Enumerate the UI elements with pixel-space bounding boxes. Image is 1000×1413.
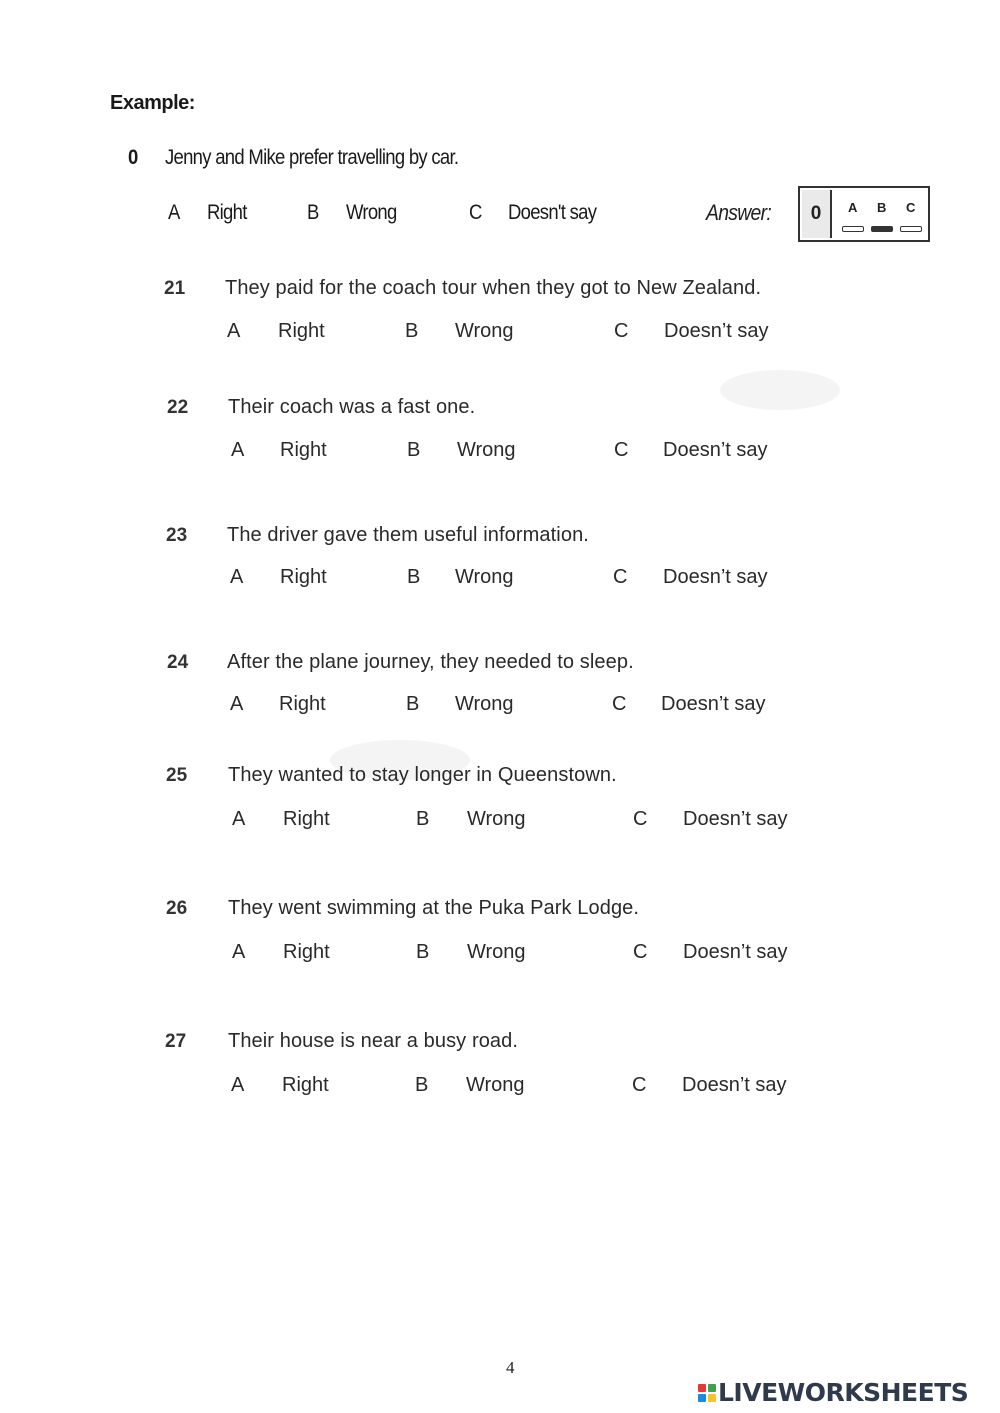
liveworksheets-logo-icon [698, 1384, 716, 1402]
option-letter-a[interactable]: A [230, 566, 244, 588]
option-letter-c[interactable]: C [633, 808, 648, 830]
question-text: Their house is near a busy road. [228, 1030, 519, 1052]
option-text-doesnt-say[interactable]: Doesn’t say [663, 566, 768, 588]
option-text-doesnt-say[interactable]: Doesn’t say [664, 320, 769, 342]
option-letter-b[interactable]: B [406, 693, 420, 715]
brand-name: LIVEWORKSHEETS [718, 1378, 969, 1407]
question-text: After the plane journey, they needed to sleep. [227, 651, 634, 673]
option-letter-b[interactable]: B [415, 1074, 429, 1096]
option-text-doesnt-say[interactable]: Doesn’t say [661, 693, 766, 715]
option-text-right[interactable]: Right [282, 1074, 329, 1096]
option-letter-a[interactable]: A [230, 693, 244, 715]
question-number: 22 [167, 397, 189, 418]
example-question: Jenny and Mike prefer travelling by car. [165, 146, 459, 169]
question-text: They wanted to stay longer in Queenstown. [228, 764, 617, 786]
option-text-right[interactable]: Right [280, 439, 327, 461]
option-text-doesnt-say[interactable]: Doesn’t say [682, 1074, 787, 1096]
option-text-wrong[interactable]: Wrong [455, 320, 514, 342]
answer-box-letter-c: C [906, 200, 916, 215]
liveworksheets-brand[interactable] [698, 1378, 968, 1407]
page-number: 4 [506, 1358, 515, 1377]
example-answer-box [798, 186, 930, 242]
option-text-wrong[interactable]: Wrong [457, 439, 516, 461]
option-letter-b[interactable]: B [416, 941, 430, 963]
option-letter-c[interactable]: C [614, 320, 629, 342]
option-letter-c[interactable]: C [614, 439, 629, 461]
question-text: They paid for the coach tour when they got to New Zealand. [225, 277, 762, 299]
option-letter-b[interactable]: B [405, 320, 419, 342]
question-text: The driver gave them useful information. [227, 524, 589, 546]
option-text-right[interactable]: Right [279, 693, 326, 715]
option-letter-a[interactable]: A [232, 941, 246, 963]
option-text-wrong[interactable]: Wrong [455, 693, 514, 715]
option-text-right[interactable]: Right [283, 808, 330, 830]
example-answer-label: Answer: [706, 200, 772, 225]
option-letter-a[interactable]: A [231, 439, 245, 461]
option-text-right[interactable]: Right [280, 566, 327, 588]
option-text-right[interactable]: Right [283, 941, 330, 963]
option-letter-b[interactable]: B [407, 439, 421, 461]
option-text-wrong[interactable]: Wrong [467, 808, 526, 830]
option-letter-c[interactable]: C [613, 566, 628, 588]
option-text-doesnt-say[interactable]: Doesn’t say [683, 808, 788, 830]
question-number: 27 [165, 1031, 187, 1052]
answer-box-letter-b: B [877, 200, 887, 215]
example-option-a-text: Right [207, 201, 247, 224]
example-option-c-letter: C [469, 201, 482, 224]
answer-box-letter-a: A [848, 200, 858, 215]
option-text-doesnt-say[interactable]: Doesn’t say [683, 941, 788, 963]
option-letter-b[interactable]: B [416, 808, 430, 830]
example-heading: Example: [110, 92, 195, 114]
question-number: 24 [167, 652, 189, 673]
option-letter-b[interactable]: B [407, 566, 421, 588]
question-text: Their coach was a fast one. [228, 396, 476, 418]
answer-mark-b [871, 226, 893, 232]
question-text: They went swimming at the Puka Park Lodge. [228, 897, 640, 919]
answer-mark-c [900, 226, 922, 232]
option-text-wrong[interactable]: Wrong [455, 566, 514, 588]
question-number: 23 [166, 525, 188, 546]
option-text-wrong[interactable]: Wrong [467, 941, 526, 963]
question-number: 21 [164, 278, 186, 299]
watermark-shape [720, 370, 840, 410]
example-number: 0 [128, 146, 138, 169]
option-letter-c[interactable]: C [612, 693, 627, 715]
option-text-doesnt-say[interactable]: Doesn’t say [663, 439, 768, 461]
option-letter-a[interactable]: A [231, 1074, 245, 1096]
option-letter-a[interactable]: A [232, 808, 246, 830]
option-letter-c[interactable]: C [633, 941, 648, 963]
question-number: 25 [166, 765, 188, 786]
option-letter-c[interactable]: C [632, 1074, 647, 1096]
question-number: 26 [166, 898, 188, 919]
answer-mark-a [842, 226, 864, 232]
option-text-right[interactable]: Right [278, 320, 325, 342]
option-letter-a[interactable]: A [227, 320, 241, 342]
example-option-b-text: Wrong [346, 201, 397, 224]
example-option-b-letter: B [307, 201, 319, 224]
example-option-a-letter: A [168, 201, 180, 224]
example-option-c-text: Doesn't say [508, 201, 597, 224]
option-text-wrong[interactable]: Wrong [466, 1074, 525, 1096]
answer-box-number: 0 [802, 190, 832, 238]
